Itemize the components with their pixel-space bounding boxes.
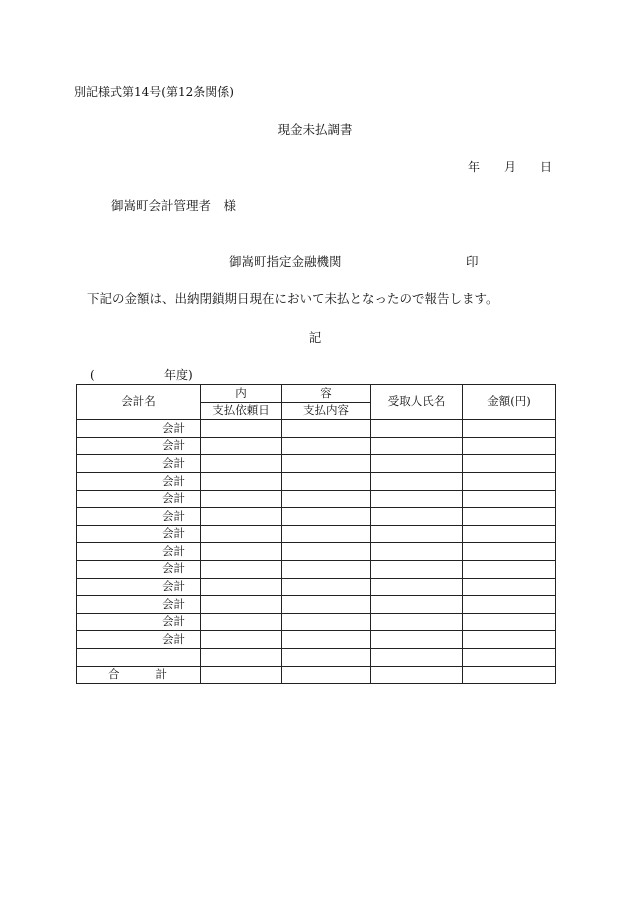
total-recipient-cell	[371, 666, 463, 684]
table-row	[77, 631, 556, 649]
amount-cell[interactable]	[463, 578, 556, 596]
recipient-cell[interactable]	[371, 560, 463, 578]
addressee: 御嵩町会計管理者 様	[111, 198, 237, 213]
payment-details-cell[interactable]	[282, 596, 371, 614]
payment-details-cell[interactable]	[282, 578, 371, 596]
recipient-cell[interactable]	[371, 490, 463, 508]
recipient-cell[interactable]	[371, 648, 463, 666]
fiscal-year-open-paren: (	[90, 368, 95, 382]
account-cell: 会計	[77, 578, 201, 596]
table-row	[77, 578, 556, 596]
header-amount: 金額(円)	[463, 385, 556, 420]
total-payment-details-cell	[282, 666, 371, 684]
amount-cell[interactable]	[463, 490, 556, 508]
payment-details-cell[interactable]	[282, 490, 371, 508]
table-row	[77, 596, 556, 614]
payment-request-date-cell[interactable]	[201, 560, 282, 578]
total-row	[77, 666, 556, 684]
account-cell: 会計	[77, 543, 201, 561]
recipient-cell[interactable]	[371, 472, 463, 490]
total-label-right: 計	[155, 667, 167, 682]
account-cell: 会計	[77, 560, 201, 578]
form-number: 別記様式第14号(第12条関係)	[74, 85, 234, 99]
account-cell: 会計	[77, 490, 201, 508]
payment-details-cell[interactable]	[282, 560, 371, 578]
header-payment-request-date: 支払依頼日	[201, 402, 282, 420]
total-label	[77, 666, 201, 684]
table-row	[77, 437, 556, 455]
table-row	[77, 613, 556, 631]
header-content-right: 容	[282, 385, 371, 403]
payment-request-date-cell[interactable]	[201, 596, 282, 614]
recipient-cell[interactable]	[371, 596, 463, 614]
payment-details-cell[interactable]	[282, 508, 371, 526]
report-statement: 下記の金額は、出納閉鎖期日現在において未払となったので報告します。	[87, 291, 499, 306]
payment-request-date-cell[interactable]	[201, 648, 282, 666]
amount-cell[interactable]	[463, 525, 556, 543]
account-cell: 会計	[77, 437, 201, 455]
amount-cell[interactable]	[463, 543, 556, 561]
payment-request-date-cell[interactable]	[201, 490, 282, 508]
recipient-cell[interactable]	[371, 578, 463, 596]
total-payment-request-date-cell	[201, 666, 282, 684]
date-month-label: 月	[504, 160, 517, 174]
payment-details-cell[interactable]	[282, 631, 371, 649]
amount-cell[interactable]	[463, 560, 556, 578]
amount-cell[interactable]	[463, 437, 556, 455]
payment-request-date-cell[interactable]	[201, 472, 282, 490]
payment-details-cell[interactable]	[282, 455, 371, 473]
recipient-cell[interactable]	[371, 437, 463, 455]
payment-request-date-cell[interactable]	[201, 455, 282, 473]
account-cell: 会計	[77, 613, 201, 631]
table-row	[77, 455, 556, 473]
document-title: 現金未払調書	[277, 122, 353, 137]
recipient-cell[interactable]	[371, 631, 463, 649]
amount-cell[interactable]	[463, 420, 556, 438]
payment-request-date-cell[interactable]	[201, 420, 282, 438]
recipient-cell[interactable]	[371, 420, 463, 438]
payment-request-date-cell[interactable]	[201, 613, 282, 631]
payment-details-cell[interactable]	[282, 525, 371, 543]
account-cell: 会計	[77, 596, 201, 614]
seal-mark: 印	[466, 254, 479, 269]
recipient-cell[interactable]	[371, 455, 463, 473]
payment-details-cell[interactable]	[282, 648, 371, 666]
total-amount-cell	[463, 666, 556, 684]
sender-name: 御嵩町指定金融機関	[229, 254, 342, 269]
account-cell: 会計	[77, 420, 201, 438]
payment-request-date-cell[interactable]	[201, 508, 282, 526]
table-row	[77, 560, 556, 578]
ki-heading: 記	[308, 330, 322, 345]
header-payment-details: 支払内容	[282, 402, 371, 420]
payment-request-date-cell[interactable]	[201, 525, 282, 543]
payment-request-date-cell[interactable]	[201, 631, 282, 649]
account-cell: 会計	[77, 508, 201, 526]
date-day-label: 日	[540, 160, 553, 174]
payment-request-date-cell[interactable]	[201, 578, 282, 596]
total-label-left: 合	[108, 667, 120, 682]
unpaid-cash-table	[76, 384, 556, 684]
amount-cell[interactable]	[463, 613, 556, 631]
header-account-name: 会計名	[77, 385, 201, 420]
payment-details-cell[interactable]	[282, 543, 371, 561]
amount-cell[interactable]	[463, 455, 556, 473]
amount-cell[interactable]	[463, 631, 556, 649]
table-row	[77, 508, 556, 526]
table-row	[77, 472, 556, 490]
amount-cell[interactable]	[463, 596, 556, 614]
payment-details-cell[interactable]	[282, 472, 371, 490]
payment-details-cell[interactable]	[282, 437, 371, 455]
recipient-cell[interactable]	[371, 543, 463, 561]
table-row	[77, 490, 556, 508]
table-row	[77, 543, 556, 561]
payment-details-cell[interactable]	[282, 613, 371, 631]
account-cell: 会計	[77, 525, 201, 543]
header-content-left: 内	[201, 385, 282, 403]
recipient-cell[interactable]	[371, 613, 463, 631]
recipient-cell[interactable]	[371, 508, 463, 526]
recipient-cell[interactable]	[371, 525, 463, 543]
date-year-label: 年	[468, 160, 481, 174]
account-cell: 会計	[77, 631, 201, 649]
fiscal-year-label: 年度)	[164, 368, 193, 382]
header-recipient-name: 受取人氏名	[371, 385, 463, 420]
table-row	[77, 420, 556, 438]
account-cell	[77, 648, 201, 666]
payment-details-cell[interactable]	[282, 420, 371, 438]
table-row	[77, 525, 556, 543]
amount-cell[interactable]	[463, 472, 556, 490]
account-cell: 会計	[77, 472, 201, 490]
amount-cell[interactable]	[463, 508, 556, 526]
account-cell: 会計	[77, 455, 201, 473]
table-header-row	[77, 385, 556, 403]
payment-request-date-cell[interactable]	[201, 543, 282, 561]
payment-request-date-cell[interactable]	[201, 437, 282, 455]
amount-cell[interactable]	[463, 648, 556, 666]
table-row	[77, 648, 556, 666]
